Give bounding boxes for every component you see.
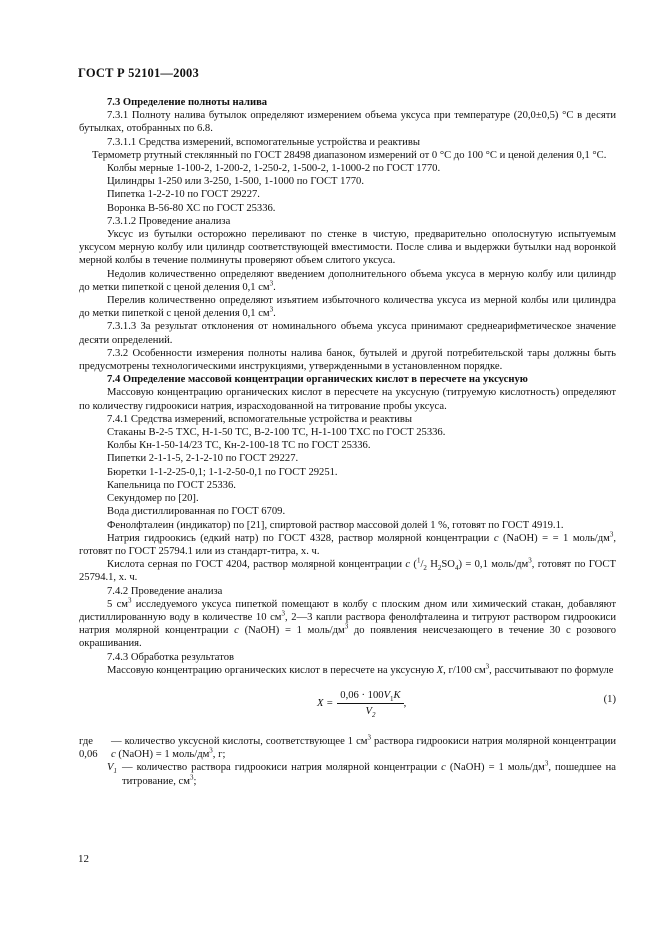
subscript: 2 [437,564,442,573]
paragraph: 7.3.1.2 Проведение анализа [107,215,231,227]
paragraph: Недолив количественно определяют введением дополнительного объема уксуса в мерную колбу или цилиндр до метки пипеткой с ценой деления 0,1 $см^3$. [79,268,616,293]
variable-definition [79,761,616,787]
superscript: 3 [269,305,274,314]
text-run: , готовят по ГОСТ 25794.1 или из стандарт-титра, х. ч. [79,532,616,557]
text-run: (NaOH) = 1 моль/дм [115,749,210,761]
text-run: (NaOH) = 1 моль/дм [445,762,545,774]
subscript: 1 [390,695,394,704]
formula-1 [79,685,616,725]
superscript: 3 [485,662,490,671]
paragraph: Пипетка 1-2-2-10 по ГОСТ 29227. [107,189,260,201]
paragraph: Воронка В-56-80 ХС по ГОСТ 25336. [107,202,276,214]
superscript: 3 [544,759,549,768]
text-run: ; [193,775,197,787]
symbol-c: c [441,762,446,774]
superscript: 3 [269,279,274,288]
text-run: , готовят по ГОСТ 25794.1, х. ч. [79,559,616,584]
text-run: K [393,689,401,701]
superscript: 3 [367,733,371,742]
paragraph: 7.3.1.3 За результат отклонения от номинального объема уксуса принимают среднеарифметическое значение десяти определений. [79,321,616,346]
text-run: исследуемого уксуса пипеткой помещают в колбу с плоским дном или химический стакан, добавляют дистиллированную воду в количестве 10 см [79,598,616,623]
variable-term [107,761,122,787]
text-run: , пошедшее на титрование, см [122,762,616,787]
text-run: Массовую концентрацию органических кислот в пересчете на уксусную [107,664,437,676]
text-run: V [107,762,114,774]
text-run: , 2—3 капли раствора фенолфталеина и титруют раствором гидроокиси натрия молярной концентрации [79,611,616,637]
paragraph: Перелив количественно определяют изъятием избыточного количества уксуса из мерной колбы или цилиндра до метки пипеткой с ценой деления 0,1 $см^3$. [79,295,616,320]
symbol-c: c [111,749,116,761]
paragraph: Уксус из бутылки осторожно переливают по стенке в чистую, предварительно ополоснутую испытуемым уксусом мерную колбу или цилиндр соответствующей вместимости. После слива и выдержки бутылки над воронкой мерной колбы в течение полминуты проверяют объем слитого уксуса. [79,229,616,267]
paragraph: 7.3.2 Особенности измерения полноты налива банок, бутылей и другой потребительской тары должны быть предусмотрены технологическими инструкциями, утвержденными в установленном порядке. [79,347,616,373]
superscript: 3 [528,556,532,565]
paragraph: 7.4.3 Обработка результатов [107,651,234,663]
paragraph: 7.3.1.1 Средства измерений, вспомогательные устройства и реактивы [107,136,420,148]
formula-lhs: X [317,698,324,710]
paragraph: Фенолфталеин (индикатор) по [21], спиртовой раствор массовой долей 1 %, готовят по ГОСТ 4919.1. [107,519,564,531]
text-run: Перелив количественно определяют изъятием избыточного количества уксуса из мерной колбы или цилиндра до метки пипеткой с ценой деления 0,1 см [79,295,616,320]
text-run: V [365,706,372,718]
variable-definition [79,735,616,761]
text-run: до появления неисчезающего в течение 30 с розового окрашивания. [79,625,617,650]
paragraph: Капельница по ГОСТ 25336. [107,479,236,491]
text-run: Недолив количественно определяют введением дополнительного объема уксуса в мерную колбу или цилиндр до метки пипеткой с ценой деления 0,1 см [79,268,616,293]
paragraph: Пипетки 2-1-1-5, 2-1-2-10 по ГОСТ 29227. [107,453,299,465]
text-run: (NaOH) = 1 моль/дм [244,625,345,637]
paragraph: Цилиндры 1-250 или 3-250, 1-500, 1-1000 по ГОСТ 1770. [107,176,364,188]
text-run: — количество уксусной кислоты, соответствующее 1 см [111,735,368,747]
superscript: 3 [281,609,285,618]
subscript: 1 [113,767,117,776]
paragraph: 7.3.1 Полноту налива бутылок определяют измерением объема уксуса при температуре (20,0±0,5) °С в десяти бутылках, отобранных по 6.8. [79,110,616,135]
paragraph: Термометр ртутный стеклянный по ГОСТ 28498 диапазоном измерений от 0 °С до 100 °С и ценой деления 0,1 °С. [92,149,607,161]
paragraph: 7.4.1 Средства измерений, вспомогательные устройства и реактивы [107,413,413,425]
superscript: 3 [127,596,132,605]
superscript: 3 [609,530,614,539]
variable-description [111,735,616,761]
formula-numerator [337,689,403,704]
formula-number: (1) [603,693,616,705]
variable-term: где 0,06 [79,735,98,761]
text-run: (NaOH) = = 1 моль/дм [498,532,610,544]
text-run: Кислота серная по ГОСТ 4204, раствор молярной концентрации [107,559,406,571]
symbol-c: c [405,559,411,571]
text-run: V [383,689,391,701]
paragraph: Колбы Кн-1-50-14/23 ТС, Кн-2-100-18 ТС по ГОСТ 25336. [107,440,371,452]
text-run: раствора гидроокиси натрия молярной концентрации [370,735,616,747]
text-run: = 0,1 моль/дм [461,559,529,571]
paragraph: Кислота серная по ГОСТ 4204, раствор молярной концентрации c ($^1/_2$ $H_2SO_4) = 0,1$ моль/$дм^3$, готовят по ГОСТ 25794.1, х. ч. [79,556,616,584]
symbol-c: c [493,532,499,544]
subscript: 2 [371,711,376,720]
document-body [79,96,616,788]
text-run: , г; [212,749,226,761]
text-run: SO [441,559,455,571]
section-heading-7-4: 7.4 Определение массовой концентрации органических кислот в пересчете на уксусную [107,374,528,386]
section-heading-7-3: 7.3 Определение полноты налива [107,97,268,108]
variable-description [122,761,616,787]
text-run: — количество раствора гидроокиси натрия молярной концентрации [122,762,442,774]
paragraph [79,598,616,651]
paragraph: Массовую концентрацию органических кислот в пересчете на уксусную (титруемую кислотность) определяют по количеству гидроокиси натрия, израсходованной на титрование пробы уксуса. [79,387,616,412]
superscript: 3 [189,773,194,782]
subscript: 4 [454,564,459,573]
text-run: Натрия гидроокись (едкий натр) по ГОСТ 4328, раствор молярной концентрации [107,532,494,544]
formula-expression: X = $\frac{0,06 \cdot 100V_1K}{V_2}$ , [317,689,407,720]
page-number: 12 [78,853,89,865]
paragraph [79,664,616,677]
superscript: 3 [209,746,213,755]
text-run: 0,06 · 100 [340,689,384,701]
formula-fraction [337,689,403,718]
symbol-x: X [436,664,444,676]
paragraph [79,532,616,558]
symbol-c: c [234,625,239,637]
paragraph: Вода дистиллированная по ГОСТ 6709. [107,506,286,518]
text-run: 5 см [107,598,128,610]
paragraph: Стаканы В-2-5 ТХС, Н-1-50 ТС, В-2-100 ТС, Н-1-100 ТХС по ГОСТ 25336. [107,427,446,439]
paragraph: Секундомер по [20]. [107,493,199,505]
text-run: , рассчитывают по формуле [489,664,614,676]
paragraph: 7.4.2 Проведение анализа [107,585,223,597]
text-run: , г/100 см [443,664,486,676]
paragraph: Колбы мерные 1-100-2, 1-200-2, 1-250-2, 1-500-2, 1-1000-2 по ГОСТ 1770. [107,163,441,175]
text-run: H [426,559,438,571]
document-header: ГОСТ Р 52101—2003 [78,66,199,80]
superscript: 3 [344,622,349,631]
formula-denominator [365,704,375,718]
paragraph: Бюретки 1-1-2-25-0,1; 1-1-2-50-0,1 по ГОСТ 29251. [107,466,338,478]
